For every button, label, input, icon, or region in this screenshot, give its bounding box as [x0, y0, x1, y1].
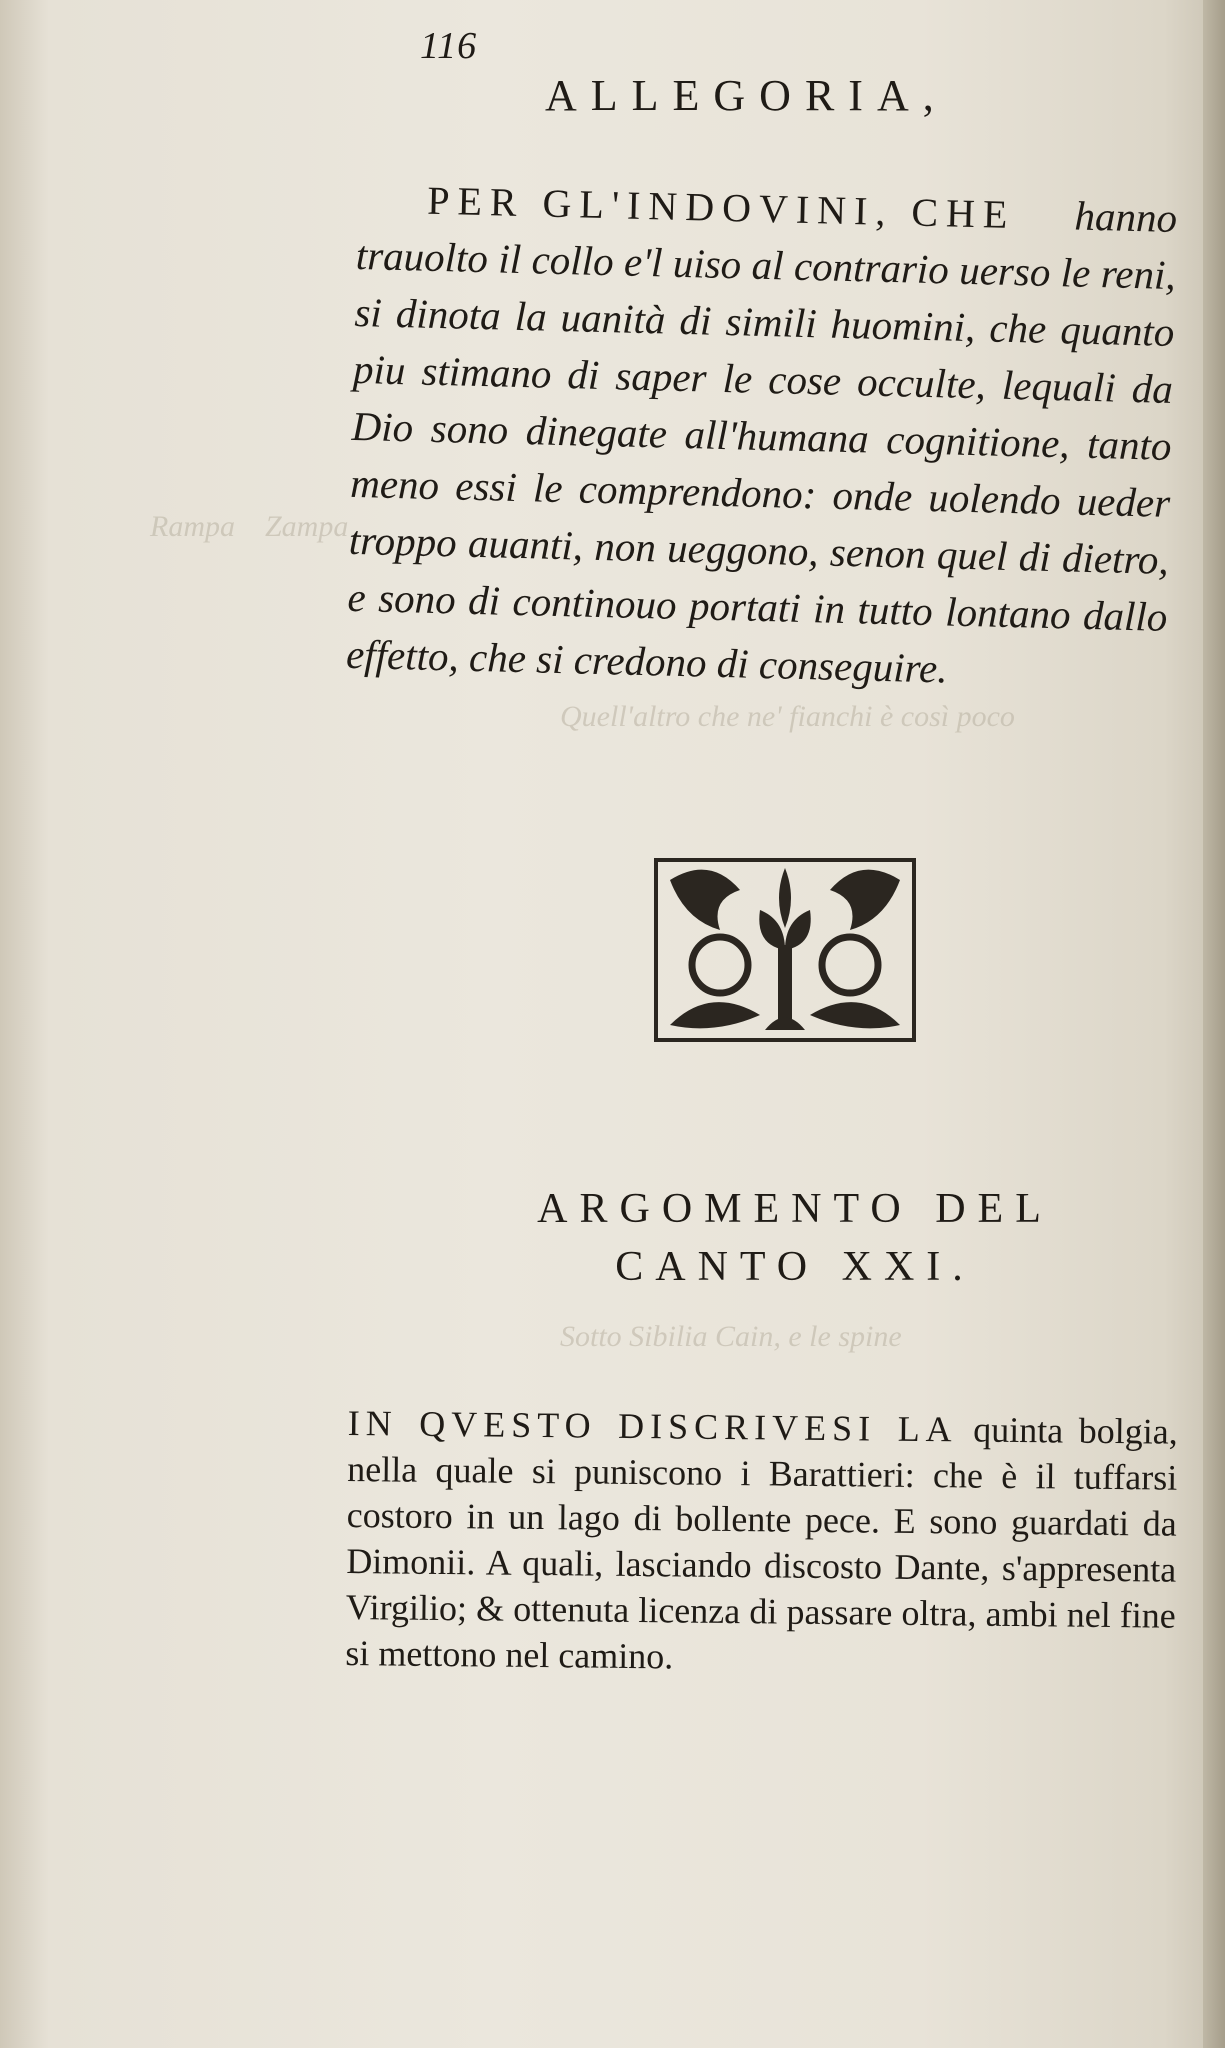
- argomento-title-line1: ARGOMENTO DEL: [537, 1186, 1053, 1232]
- printer-ornament: [640, 850, 930, 1050]
- allegory-lead: PER GL'INDOVINI, CHE: [426, 177, 1016, 238]
- show-through: Rampa Zampa: [150, 510, 349, 543]
- argomento-title-line2: CANTO XXI.: [615, 1244, 975, 1290]
- running-title: ALLEGORIA,: [545, 71, 948, 120]
- argomento-paragraph: [345, 1400, 1178, 1685]
- argomento-heading: [455, 1180, 1135, 1296]
- argomento-text: quinta bolgia, nella quale si puniscono i Barattieri: che è il tuffarsi costoro in un lago di bollente pece. E sono guardati da Dimonii. A quali, lasciando discosto Dante, s'appresenta Virgilio; & ottenuta licenza di passare oltra, ambi nel fine si mettono nel camino.: [345, 1409, 1178, 1677]
- allegory-paragraph: [345, 170, 1177, 703]
- show-through: Quell'altro che ne' fianchi è così poco: [560, 700, 1015, 733]
- page-number: 116: [420, 25, 478, 67]
- show-through: Sotto Sibilia Cain, e le spine: [560, 1320, 902, 1353]
- argomento-lead: IN QVESTO DISCRIVESI LA: [347, 1402, 958, 1450]
- allegory-text: hanno trauolto il collo e'l uiso al contrario uerso le reni, si dinota la uanità di simili huomini, che quanto piu stimano di saper le cose occulte, lequali da Dio sono dinegate all'humana cognitione, tanto meno essi le comprendono: onde uolendo ueder troppo auanti, non ueggono, senon quel di dietro, e sono di continouo portati in tutto lontano dallo effetto, che si credono di conseguire.: [345, 192, 1178, 692]
- page-edge: [1203, 0, 1225, 2048]
